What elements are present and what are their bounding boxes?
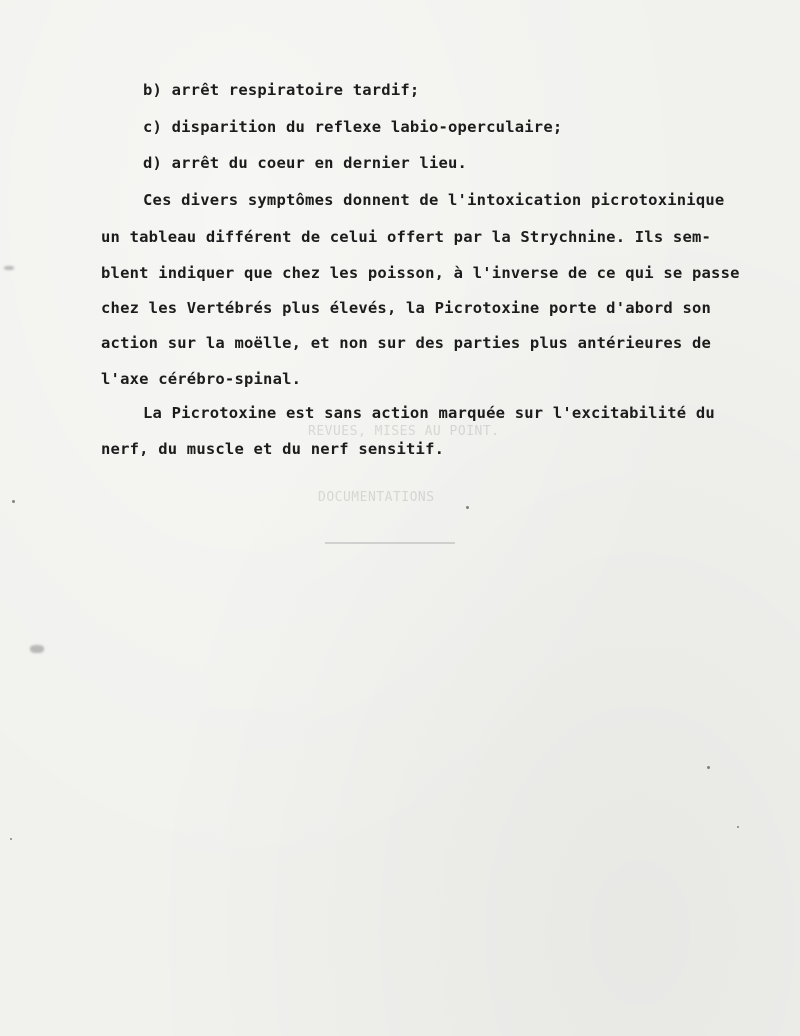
bleed-through-subheading: DOCUMENTATIONS bbox=[318, 490, 435, 505]
scan-speck bbox=[466, 506, 469, 509]
list-item: c) disparition du reflexe labio-operculaire; bbox=[143, 118, 563, 136]
list-item: b) arrêt respiratoire tardif; bbox=[143, 81, 420, 99]
paragraph-line: un tableau différent de celui offert par la Strychnine. Ils sem- bbox=[101, 228, 712, 246]
scan-speck bbox=[737, 826, 739, 828]
list-item: d) arrêt du coeur en dernier lieu. bbox=[143, 154, 468, 172]
paragraph-line: La Picrotoxine est sans action marquée sur l'excitabilité du bbox=[143, 404, 715, 422]
scan-smudge bbox=[4, 266, 14, 270]
paragraph-line: Ces divers symptômes donnent de l'intoxication picrotoxinique bbox=[143, 191, 725, 209]
paragraph-line: nerf, du muscle et du nerf sensitif. bbox=[101, 440, 445, 458]
scan-smudge bbox=[30, 645, 44, 653]
bleed-through-heading: REVUES, MISES AU POINT. bbox=[308, 424, 500, 439]
scan-speck bbox=[707, 766, 710, 769]
scan-speck bbox=[10, 838, 12, 840]
paragraph-line: chez les Vertébrés plus élevés, la Picrotoxine porte d'abord son bbox=[101, 299, 712, 317]
paragraph-line: l'axe cérébro-spinal. bbox=[101, 370, 302, 388]
scan-speck bbox=[12, 500, 15, 503]
bleed-through-rule bbox=[325, 542, 455, 544]
paragraph-line: blent indiquer que chez les poisson, à l'inverse de ce qui se passe bbox=[101, 264, 740, 282]
paragraph-line: action sur la moëlle, et non sur des parties plus antérieures de bbox=[101, 334, 712, 352]
